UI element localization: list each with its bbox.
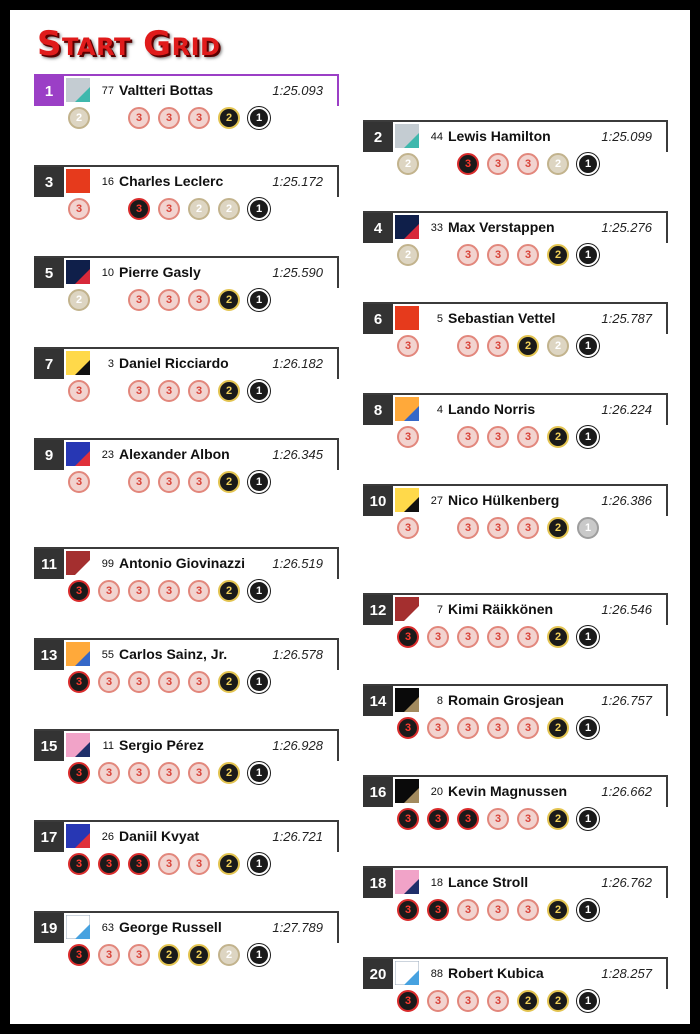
start-grid-sheet xyxy=(10,10,690,1024)
car-number: 23 xyxy=(101,449,114,461)
tyre-icon: 2 xyxy=(218,471,240,493)
tyre-icon: 3 xyxy=(158,471,180,493)
tyre-icon: 3 xyxy=(517,808,539,830)
tyre-icon: 3 xyxy=(98,762,120,784)
tyre-icon: 3 xyxy=(68,580,90,602)
tyre-icon: 1 xyxy=(577,426,599,448)
grid-position: 10 xyxy=(363,486,393,516)
grid-entry xyxy=(34,729,339,801)
driver-name: Sebastian Vettel xyxy=(448,310,556,326)
grid-entry xyxy=(363,593,668,665)
grid-position: 14 xyxy=(363,686,393,716)
tyre-icon: 3 xyxy=(457,517,479,539)
grid-entry xyxy=(363,866,668,938)
grid-entry xyxy=(34,165,339,237)
team-color-icon xyxy=(395,124,419,148)
tyre-icon: 3 xyxy=(68,944,90,966)
lap-time: 1:25.787 xyxy=(601,311,652,326)
tyre-icon: 3 xyxy=(397,990,419,1012)
grid-position: 9 xyxy=(34,440,64,470)
tyre-icon: 1 xyxy=(577,244,599,266)
tyre-icon: 1 xyxy=(577,517,599,539)
tyre-icon: 3 xyxy=(158,671,180,693)
lap-time: 1:26.721 xyxy=(272,829,323,844)
driver-name: Pierre Gasly xyxy=(119,264,201,280)
driver-name: Robert Kubica xyxy=(448,965,544,981)
team-color-icon xyxy=(66,169,90,193)
car-number: 10 xyxy=(101,267,114,279)
entry-header xyxy=(363,775,668,807)
tyre-icon: 3 xyxy=(98,853,120,875)
grid-entry xyxy=(363,484,668,556)
tyre-icon: 3 xyxy=(457,899,479,921)
tyre-icon: 3 xyxy=(158,762,180,784)
tyre-icon: 3 xyxy=(188,471,210,493)
tyre-icon: 3 xyxy=(457,717,479,739)
tyre-icon: 3 xyxy=(158,107,180,129)
tyre-icon: 2 xyxy=(218,380,240,402)
car-number: 16 xyxy=(101,176,114,188)
tyre-icon: 2 xyxy=(547,899,569,921)
page-title: Start Grid xyxy=(37,24,221,64)
driver-name: Carlos Sainz, Jr. xyxy=(119,646,228,662)
tyre-icon: 2 xyxy=(397,153,419,175)
driver-name: Kimi Räikkönen xyxy=(448,601,554,617)
grid-position: 8 xyxy=(363,395,393,425)
driver-name: Daniil Kvyat xyxy=(119,828,200,844)
grid-position: 17 xyxy=(34,822,64,852)
entry-header xyxy=(363,593,668,625)
tyre-icon: 3 xyxy=(188,762,210,784)
grid-position: 3 xyxy=(34,167,64,197)
tyre-icon: 2 xyxy=(218,289,240,311)
grid-entry xyxy=(363,302,668,374)
tyre-icon: 1 xyxy=(248,944,270,966)
driver-name: Sergio Pérez xyxy=(119,737,204,753)
driver-name: Nico Hülkenberg xyxy=(448,492,560,508)
tyre-icon: 3 xyxy=(128,471,150,493)
team-color-icon xyxy=(395,870,419,894)
grid-position: 5 xyxy=(34,258,64,288)
grid-entry xyxy=(34,347,339,419)
entry-header xyxy=(34,256,339,288)
tyre-icon: 1 xyxy=(577,626,599,648)
tyre-icon: 2 xyxy=(547,244,569,266)
team-color-icon xyxy=(395,306,419,330)
tyre-icon: 1 xyxy=(577,717,599,739)
tyre-icon: 2 xyxy=(547,626,569,648)
entry-header xyxy=(34,729,339,761)
tyre-icon: 3 xyxy=(98,580,120,602)
tyre-icon: 3 xyxy=(517,517,539,539)
entry-header xyxy=(363,120,668,152)
lap-time: 1:26.182 xyxy=(272,356,323,371)
entry-header xyxy=(34,347,339,379)
team-color-icon xyxy=(395,597,419,621)
driver-name: Daniel Ricciardo xyxy=(119,355,229,371)
tyre-icon: 2 xyxy=(517,990,539,1012)
tyre-icon: 3 xyxy=(188,671,210,693)
tyre-icon: 3 xyxy=(517,626,539,648)
team-color-icon xyxy=(395,488,419,512)
tyre-icon: 3 xyxy=(128,944,150,966)
lap-time: 1:26.662 xyxy=(601,784,652,799)
tyre-icon: 3 xyxy=(68,762,90,784)
car-number: 55 xyxy=(101,649,114,661)
tyre-icon: 3 xyxy=(487,899,509,921)
driver-name: Antonio Giovinazzi xyxy=(119,555,245,571)
grid-entry xyxy=(34,911,339,983)
car-number: 44 xyxy=(430,131,443,143)
team-color-icon xyxy=(395,688,419,712)
tyre-icon: 3 xyxy=(427,990,449,1012)
tyre-icon: 1 xyxy=(248,107,270,129)
driver-name: Valtteri Bottas xyxy=(119,82,214,98)
tyre-icon: 3 xyxy=(397,808,419,830)
team-color-icon xyxy=(395,215,419,239)
tyre-icon: 3 xyxy=(397,335,419,357)
grid-entry xyxy=(34,820,339,892)
car-number: 11 xyxy=(102,740,114,752)
tyre-icon: 2 xyxy=(68,289,90,311)
grid-position: 12 xyxy=(363,595,393,625)
lap-time: 1:26.546 xyxy=(601,602,652,617)
tyre-icon: 3 xyxy=(128,107,150,129)
car-number: 99 xyxy=(101,558,114,570)
driver-name: Charles Leclerc xyxy=(119,173,224,189)
entry-header xyxy=(363,393,668,425)
grid-position: 1 xyxy=(34,76,64,106)
tyre-icon: 2 xyxy=(218,762,240,784)
tyre-icon: 2 xyxy=(517,335,539,357)
tyre-icon: 3 xyxy=(188,580,210,602)
team-color-icon xyxy=(66,915,90,939)
tyre-icon: 3 xyxy=(68,853,90,875)
tyre-icon: 3 xyxy=(188,107,210,129)
grid-entry xyxy=(363,775,668,847)
grid-position: 13 xyxy=(34,640,64,670)
tyre-icon: 1 xyxy=(248,853,270,875)
team-color-icon xyxy=(66,551,90,575)
tyre-icon: 2 xyxy=(218,853,240,875)
lap-time: 1:25.276 xyxy=(601,220,652,235)
driver-name: Lance Stroll xyxy=(448,874,529,890)
tyre-icon: 3 xyxy=(487,517,509,539)
entry-header xyxy=(34,547,339,579)
lap-time: 1:26.345 xyxy=(272,447,323,462)
tyre-icon: 2 xyxy=(158,944,180,966)
grid-position: 20 xyxy=(363,959,393,989)
car-number: 8 xyxy=(436,695,443,707)
team-color-icon xyxy=(66,442,90,466)
car-number: 63 xyxy=(101,922,114,934)
tyre-icon: 3 xyxy=(397,426,419,448)
tyre-icon: 3 xyxy=(397,899,419,921)
tyre-icon: 2 xyxy=(68,107,90,129)
team-color-icon xyxy=(395,779,419,803)
tyre-icon: 3 xyxy=(188,289,210,311)
tyre-icon: 3 xyxy=(457,426,479,448)
tyre-icon: 3 xyxy=(517,244,539,266)
tyre-icon: 1 xyxy=(577,808,599,830)
tyre-icon: 2 xyxy=(188,198,210,220)
team-color-icon xyxy=(395,397,419,421)
tyre-icon: 3 xyxy=(128,580,150,602)
tyre-icon: 3 xyxy=(397,717,419,739)
tyre-icon: 2 xyxy=(547,990,569,1012)
tyre-icon: 3 xyxy=(487,426,509,448)
tyre-icon: 1 xyxy=(248,580,270,602)
tyre-icon: 2 xyxy=(218,198,240,220)
tyre-icon: 3 xyxy=(517,899,539,921)
tyre-icon: 3 xyxy=(158,380,180,402)
grid-entry xyxy=(34,438,339,510)
grid-entry xyxy=(363,211,668,283)
tyre-icon: 3 xyxy=(98,944,120,966)
driver-name: Lewis Hamilton xyxy=(448,128,551,144)
car-number: 4 xyxy=(436,404,443,416)
tyre-icon: 3 xyxy=(128,853,150,875)
tyre-icon: 3 xyxy=(68,380,90,402)
entry-header xyxy=(34,74,339,106)
entry-header xyxy=(363,866,668,898)
tyre-icon: 3 xyxy=(487,626,509,648)
tyre-icon: 3 xyxy=(68,198,90,220)
lap-time: 1:25.590 xyxy=(272,265,323,280)
tyre-icon: 3 xyxy=(457,626,479,648)
team-color-icon xyxy=(395,961,419,985)
tyre-icon: 1 xyxy=(248,289,270,311)
tyre-icon: 1 xyxy=(577,335,599,357)
grid-entry xyxy=(363,393,668,465)
tyre-icon: 3 xyxy=(98,671,120,693)
tyre-icon: 1 xyxy=(248,762,270,784)
car-number: 20 xyxy=(430,786,443,798)
entry-header xyxy=(34,820,339,852)
tyre-icon: 1 xyxy=(248,471,270,493)
car-number: 26 xyxy=(101,831,114,843)
tyre-icon: 3 xyxy=(457,153,479,175)
lap-time: 1:26.928 xyxy=(272,738,323,753)
car-number: 5 xyxy=(436,313,443,325)
team-color-icon xyxy=(66,351,90,375)
tyre-icon: 3 xyxy=(158,853,180,875)
car-number: 3 xyxy=(107,358,114,370)
lap-time: 1:26.519 xyxy=(272,556,323,571)
tyre-icon: 3 xyxy=(188,853,210,875)
entry-header xyxy=(363,302,668,334)
tyre-icon: 3 xyxy=(457,244,479,266)
car-number: 7 xyxy=(436,604,443,616)
lap-time: 1:25.093 xyxy=(272,83,323,98)
tyre-icon: 2 xyxy=(188,944,210,966)
entry-header xyxy=(363,484,668,516)
tyre-icon: 2 xyxy=(218,944,240,966)
car-number: 27 xyxy=(430,495,443,507)
grid-entry xyxy=(363,120,668,192)
car-number: 18 xyxy=(430,877,443,889)
grid-position: 2 xyxy=(363,122,393,152)
tyre-icon: 2 xyxy=(397,244,419,266)
team-color-icon xyxy=(66,642,90,666)
tyre-icon: 2 xyxy=(218,671,240,693)
team-color-icon xyxy=(66,78,90,102)
grid-position: 7 xyxy=(34,349,64,379)
tyre-icon: 2 xyxy=(547,153,569,175)
tyre-icon: 3 xyxy=(487,153,509,175)
tyre-icon: 1 xyxy=(577,153,599,175)
team-color-icon xyxy=(66,733,90,757)
car-number: 33 xyxy=(430,222,443,234)
grid-position: 11 xyxy=(34,549,64,579)
lap-time: 1:26.386 xyxy=(601,493,652,508)
tyre-icon: 3 xyxy=(517,717,539,739)
lap-time: 1:26.578 xyxy=(272,647,323,662)
tyre-icon: 3 xyxy=(427,626,449,648)
entry-header xyxy=(34,911,339,943)
tyre-icon: 3 xyxy=(128,762,150,784)
tyre-icon: 3 xyxy=(427,717,449,739)
tyre-icon: 3 xyxy=(158,198,180,220)
entry-header xyxy=(34,165,339,197)
driver-name: Max Verstappen xyxy=(448,219,555,235)
grid-entry xyxy=(34,256,339,328)
driver-name: George Russell xyxy=(119,919,222,935)
tyre-icon: 3 xyxy=(457,990,479,1012)
lap-time: 1:26.224 xyxy=(601,402,652,417)
grid-position: 19 xyxy=(34,913,64,943)
tyre-icon: 2 xyxy=(547,808,569,830)
tyre-icon: 3 xyxy=(397,517,419,539)
grid-entry xyxy=(34,638,339,710)
grid-entry xyxy=(34,74,339,146)
grid-position: 4 xyxy=(363,213,393,243)
grid-entry xyxy=(34,547,339,619)
tyre-icon: 2 xyxy=(547,335,569,357)
tyre-icon: 3 xyxy=(158,580,180,602)
driver-name: Alexander Albon xyxy=(119,446,230,462)
tyre-icon: 1 xyxy=(577,990,599,1012)
tyre-icon: 3 xyxy=(68,471,90,493)
tyre-icon: 2 xyxy=(547,717,569,739)
tyre-icon: 1 xyxy=(248,380,270,402)
tyre-icon: 1 xyxy=(577,899,599,921)
tyre-icon: 3 xyxy=(487,990,509,1012)
lap-time: 1:25.172 xyxy=(272,174,323,189)
grid-position: 15 xyxy=(34,731,64,761)
tyre-icon: 3 xyxy=(427,899,449,921)
tyre-icon: 3 xyxy=(487,335,509,357)
tyre-icon: 3 xyxy=(128,671,150,693)
tyre-icon: 2 xyxy=(218,580,240,602)
tyre-icon: 3 xyxy=(68,671,90,693)
entry-header xyxy=(363,957,668,989)
tyre-icon: 3 xyxy=(427,808,449,830)
tyre-icon: 3 xyxy=(397,626,419,648)
grid-position: 6 xyxy=(363,304,393,334)
entry-header xyxy=(34,638,339,670)
grid-entry xyxy=(363,684,668,756)
tyre-icon: 3 xyxy=(457,335,479,357)
lap-time: 1:26.757 xyxy=(601,693,652,708)
entry-header xyxy=(363,211,668,243)
tyre-icon: 3 xyxy=(128,380,150,402)
tyre-icon: 3 xyxy=(517,426,539,448)
tyre-icon: 2 xyxy=(218,107,240,129)
tyre-icon: 3 xyxy=(158,289,180,311)
tyre-icon: 1 xyxy=(248,198,270,220)
lap-time: 1:25.099 xyxy=(601,129,652,144)
team-color-icon xyxy=(66,260,90,284)
tyre-icon: 1 xyxy=(248,671,270,693)
driver-name: Lando Norris xyxy=(448,401,536,417)
tyre-icon: 3 xyxy=(487,244,509,266)
tyre-icon: 3 xyxy=(487,808,509,830)
tyre-icon: 3 xyxy=(128,198,150,220)
entry-header xyxy=(34,438,339,470)
car-number: 88 xyxy=(430,968,443,980)
tyre-icon: 3 xyxy=(128,289,150,311)
grid-position: 16 xyxy=(363,777,393,807)
tyre-icon: 3 xyxy=(517,153,539,175)
tyre-icon: 2 xyxy=(547,426,569,448)
lap-time: 1:27.789 xyxy=(272,920,323,935)
lap-time: 1:26.762 xyxy=(601,875,652,890)
car-number: 77 xyxy=(101,85,114,97)
entry-header xyxy=(363,684,668,716)
driver-name: Romain Grosjean xyxy=(448,692,564,708)
tyre-icon: 3 xyxy=(487,717,509,739)
grid-entry xyxy=(363,957,668,1029)
lap-time: 1:28.257 xyxy=(601,966,652,981)
tyre-icon: 3 xyxy=(188,380,210,402)
team-color-icon xyxy=(66,824,90,848)
grid-position: 18 xyxy=(363,868,393,898)
tyre-icon: 2 xyxy=(547,517,569,539)
tyre-icon: 3 xyxy=(457,808,479,830)
driver-name: Kevin Magnussen xyxy=(448,783,568,799)
